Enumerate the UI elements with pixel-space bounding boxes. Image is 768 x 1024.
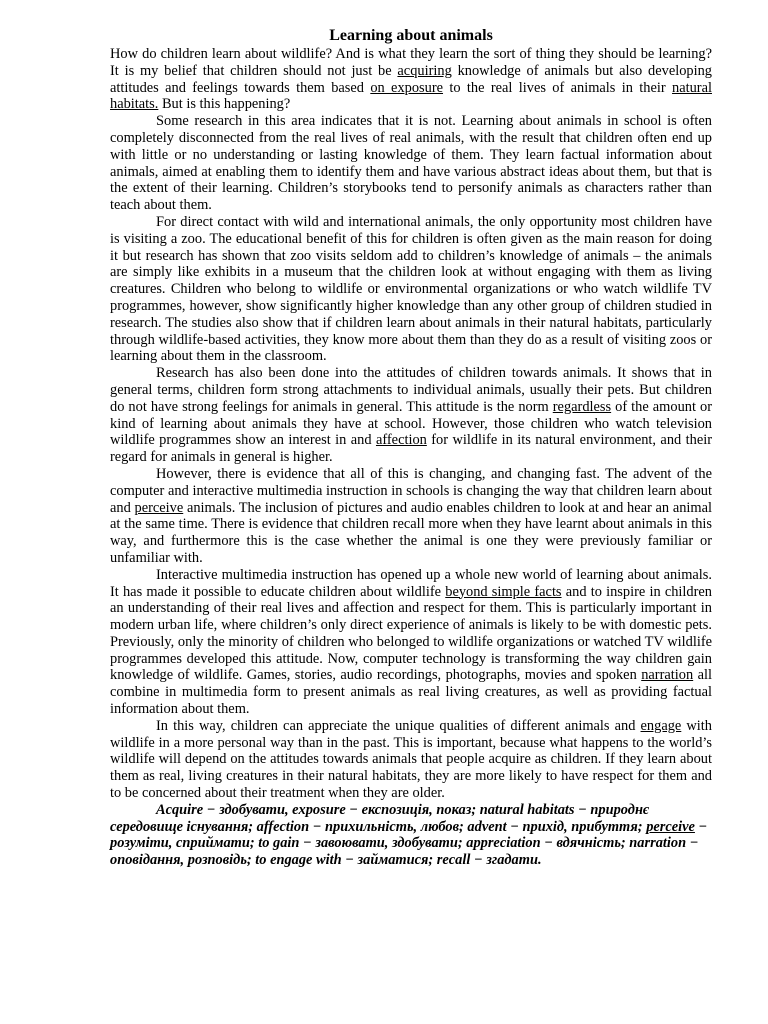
paragraph-3: For direct contact with wild and international animals, the only opportunity most children have is visiting a zoo. The educational benefit of this for children is often given as the main reason for doing it but research has shown that zoo visits seldom add to children’s knowledge of animals – the animals are simply like exhibits in a museum that the children look at without engaging with them as living creatures. Children who belong to wildlife or environmental organizations or who watch wildlife TV programmes, however, show significantly higher knowledge than any other group of children studied in research. The studies also show that if children learn about animals in their natural habitats, particularly through wildlife-based activities, they know more about them than they do as a result of visiting zoos or learning about them in the classroom.	[110, 213, 712, 365]
paragraph-7: In this way, children can appreciate the unique qualities of different animals and engage with wildlife in a more personal way than in the past. This is important, because what happens to the world’s wildlife will depend on the attitudes towards animals that people acquire as children. If they learn about them as real, living creatures in their natural habitats, they are more likely to have respect for them and to be concerned about their treatment when they are older.	[110, 717, 713, 802]
glossary: Acquire − здобувати, exposure − експозиція, показ; natural habitats − природнє середовище існування; affection − прихильність, любов; advent − прихід, прибуття; perceive − розуміти, сприймати; to gain − завоювати, здобувати; appreciation − вдячність; narration − оповідання, розповідь; to engage with − займатися; recall − згадати.	[110, 801, 708, 869]
document-page	[110, 26, 712, 869]
vocab-on-exposure: on exposure	[370, 79, 444, 96]
vocab-acquiring: acquiring	[397, 62, 452, 79]
glossary-perceive: perceive	[646, 818, 695, 835]
vocab-engage: engage	[640, 717, 682, 734]
vocab-regardless: regardless	[552, 398, 612, 415]
paragraph-1: How do children learn about wildlife? And is what they learn the sort of thing they should be learning? It is my belief that children should not just be acquiring knowledge of animals but also developing attitudes and feelings towards them based on exposure to the real lives of animals in their natural habitats. But is this happening?	[110, 46, 712, 113]
vocab-natural-habitats: natural habitats.	[110, 79, 712, 113]
vocab-perceive: perceive	[134, 499, 184, 516]
vocab-affection: affection	[375, 432, 427, 449]
document-title: Learning about animals	[329, 27, 493, 44]
vocab-narration: narration	[641, 667, 694, 684]
paragraph-5: However, there is evidence that all of this is changing, and changing fast. The advent of the computer and interactive multimedia instruction in schools is changing the way that children learn about and perceive animals. The inclusion of pictures and audio enables children to look at and hear an animal at the same time. There is evidence that children recall more when they have learnt about animals in this way, and furthermore this is the case whether the animal is one they were previously familiar or unfamiliar with.	[110, 465, 712, 566]
vocab-beyond-simple-facts: beyond simple facts	[445, 583, 562, 600]
paragraph-4: Research has also been done into the attitudes of children towards animals. It shows that in general terms, children form strong attachments to individual animals, usually their pets. But children do not have strong feelings for animals in general. This attitude is the norm regardless of the amount or kind of learning about animals they have at school. However, those children who watch television wildlife programmes show an interest in and affection for wildlife in its natural environment, and their regard for animals in general is higher.	[110, 365, 713, 466]
paragraph-6: Interactive multimedia instruction has opened up a whole new world of learning about animals. It has made it possible to educate children about wildlife beyond simple facts and to inspire in children an understanding of their real lives and affection and respect for them. This is particularly important in modern urban life, where children’s only direct experience of animals is likely to be with domestic pets. Previously, only the minority of children who belonged to wildlife organizations or watched TV wildlife programmes developed this attitude. Now, computer technology is transforming the way children gain knowledge of wildlife. Games, stories, audio recordings, photographs, movies and spoken narration all combine in multimedia form to present animals as real living creatures, as well as providing factual information about them.	[110, 566, 712, 718]
paragraph-2: Some research in this area indicates that it is not. Learning about animals in school is often completely disconnected from the real lives of real animals, with the result that children often end up with little or no understanding or lasting knowledge of them. They learn factual information about animals, aimed at enabling them to identify them and have various abstract ideas about them, but that is the extent of their learning. Children’s storybooks tend to personify animals as characters rather than teach about them.	[110, 113, 712, 214]
